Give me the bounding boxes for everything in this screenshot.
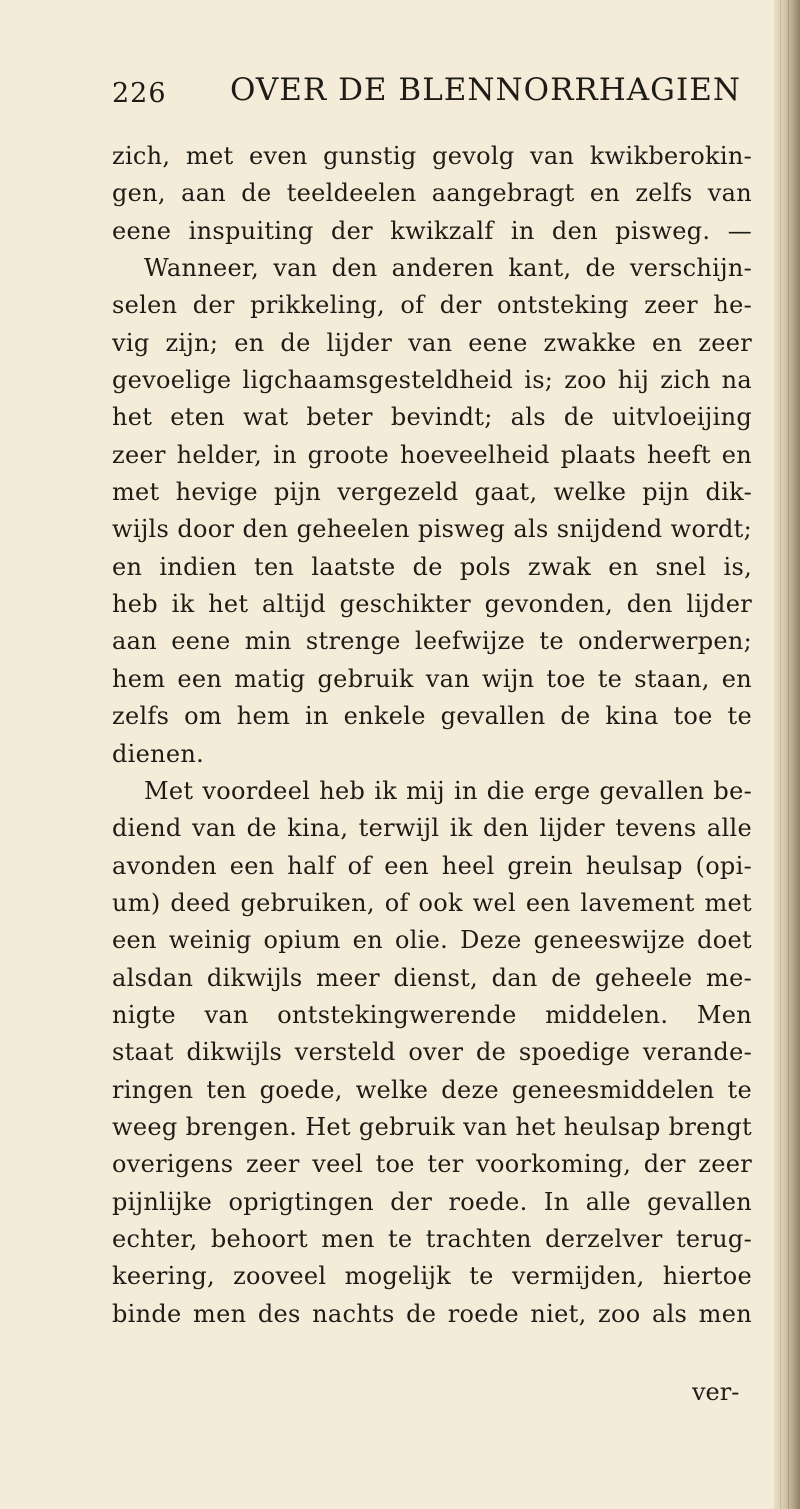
text-line: Met voordeel heb ik mij in die erge gevallen be-	[144, 776, 752, 805]
text-line: zelfs om hem in enkele gevallen de kina toe te	[112, 702, 752, 731]
text-line: en indien ten laatste de pols zwak en snel is,	[112, 552, 752, 581]
text-line: hem een matig gebruik van wijn toe te staan, en	[112, 664, 752, 693]
text-line: gen, aan de teeldeelen aangebragt en zelfs van	[112, 179, 752, 208]
text-line: Wanneer, van den anderen kant, de verschijn-	[144, 254, 752, 283]
text-line: zich, met even gunstig gevolg van kwikberokin-	[112, 142, 752, 170]
text-line: staat dikwijls versteld over de spoedige verande-	[112, 1038, 752, 1067]
catchword: ver-	[692, 1378, 740, 1406]
page-edge-shadow	[774, 0, 800, 1509]
text-line: avonden een half of een heel grein heulsap (opi-	[112, 851, 752, 880]
text-line: aan eene min strenge leefwijze te onderwerpen;	[112, 627, 752, 656]
text-line: wijls door den geheelen pisweg als snijdend wordt;	[112, 515, 752, 544]
text-line: vig zijn; en de lijder van eene zwakke en zeer	[112, 328, 752, 357]
text-line: dienen.	[112, 739, 205, 768]
text-line: echter, behoort men te trachten derzelver terug-	[112, 1224, 752, 1253]
text-line: eene inspuiting der kwikzalf in den pisweg. —	[112, 216, 752, 245]
text-line: een weinig opium en olie. Deze geneeswijze doet	[112, 926, 752, 955]
text-line: binde men des nachts de roede niet, zoo als men	[112, 1299, 752, 1328]
text-line: heb ik het altijd geschikter gevonden, den lijder	[112, 590, 752, 619]
text-line: um) deed gebruiken, of ook wel een lavement met	[112, 888, 752, 917]
text-line: diend van de kina, terwijl ik den lijder tevens alle	[112, 814, 752, 843]
page-number: 226	[112, 78, 167, 109]
text-line: het eten wat beter bevindt; als de uitvloeijing	[112, 403, 752, 432]
text-line: overigens zeer veel toe ter voorkoming, der zeer	[112, 1150, 752, 1179]
page-header	[112, 72, 752, 116]
text-line: selen der prikkeling, of der ontsteking zeer he-	[112, 291, 752, 320]
body-text	[112, 138, 752, 1333]
text-line: zeer helder, in groote hoeveelheid plaats heeft en	[112, 440, 752, 469]
text-line: weeg brengen. Het gebruik van het heulsap brengt	[112, 1112, 752, 1141]
text-line: keering, zooveel mogelijk te vermijden, hiertoe	[112, 1262, 752, 1291]
text-line: alsdan dikwijls meer dienst, dan de geheele me-	[112, 963, 752, 992]
running-head: OVER DE BLENNORRHAGIEN	[230, 72, 741, 108]
text-line: met hevige pijn vergezeld gaat, welke pijn dik-	[112, 478, 752, 507]
text-line: nigte van ontstekingwerende middelen. Men	[112, 1000, 752, 1029]
text-line: ringen ten goede, welke deze geneesmiddelen te	[112, 1075, 752, 1104]
text-line: pijnlijke oprigtingen der roede. In alle gevallen	[112, 1187, 752, 1216]
text-line: gevoelige ligchaamsgesteldheid is; zoo hij zich na	[112, 366, 752, 395]
